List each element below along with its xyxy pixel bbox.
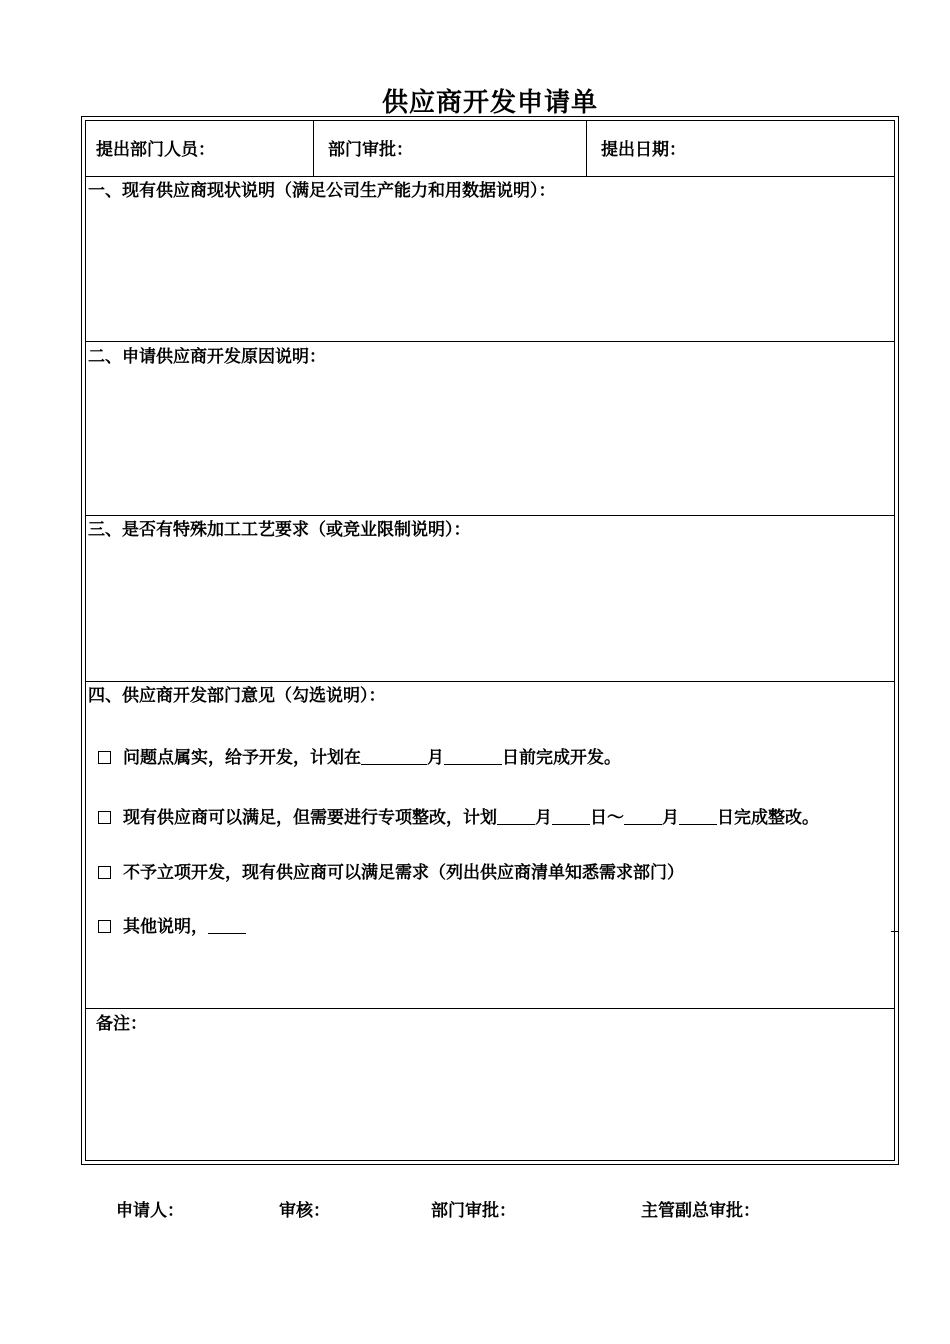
start-day-blank[interactable]: [552, 810, 590, 825]
row-divider: [86, 681, 894, 682]
day-blank[interactable]: [444, 750, 502, 765]
review-signature-label: 审核：: [279, 1201, 330, 1221]
proposer-field-label: 提出部门人员：: [96, 140, 215, 160]
applicant-signature-label: 申请人：: [116, 1201, 184, 1221]
section-1-heading: 一、现有供应商现状说明（满足公司生产能力和用数据说明）：: [88, 181, 556, 201]
option-reject-development[interactable]: 不予立项开发，现有供应商可以满足需求（列出供应商清单知悉需求部门）: [98, 863, 684, 883]
dept-approval-field-label: 部门审批：: [328, 140, 413, 160]
row-divider: [86, 176, 894, 177]
section-4-heading: 四、供应商开发部门意见（勾选说明）：: [88, 686, 386, 706]
option-other[interactable]: 其他说明，: [98, 917, 246, 937]
start-month-blank[interactable]: [497, 810, 535, 825]
other-note-blank[interactable]: [208, 919, 246, 934]
dept-approval-signature-label: 部门审批：: [431, 1201, 516, 1221]
option-approve-development[interactable]: 问题点属实，给予开发，计划在 月 日前完成开发。: [98, 748, 621, 768]
checkbox-icon[interactable]: [98, 920, 111, 933]
vp-approval-signature-label: 主管副总审批：: [641, 1201, 760, 1221]
checkbox-icon[interactable]: [98, 866, 111, 879]
header-divider-2: [586, 121, 587, 176]
remarks-label: 备注：: [96, 1014, 147, 1034]
option-rectify-existing[interactable]: 现有供应商可以满足，但需要进行专项整改，计划 月 日～ 月 日完成整改。: [98, 808, 819, 828]
row-divider: [86, 1008, 894, 1009]
section-3-heading: 三、是否有特殊加工工艺要求（或竞业限制说明）：: [88, 520, 471, 540]
form-table: [85, 120, 895, 1161]
section-2-heading: 二、申请供应商开发原因说明：: [88, 347, 326, 367]
form-outer-border: [81, 116, 899, 1165]
checkbox-icon[interactable]: [98, 811, 111, 824]
end-day-blank[interactable]: [679, 810, 717, 825]
month-blank[interactable]: [361, 750, 427, 765]
checkbox-icon[interactable]: [98, 751, 111, 764]
row-divider: [86, 515, 894, 516]
form-title: 供应商开发申请单: [381, 88, 598, 118]
border-tick-mark: [891, 931, 898, 932]
row-divider: [86, 341, 894, 342]
end-month-blank[interactable]: [624, 810, 662, 825]
header-divider-1: [313, 121, 314, 176]
date-field-label: 提出日期：: [601, 140, 686, 160]
